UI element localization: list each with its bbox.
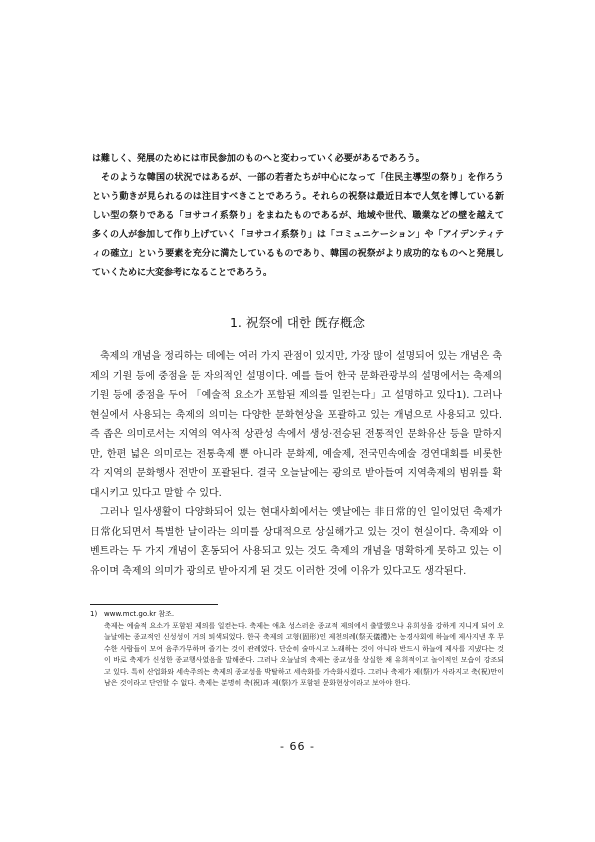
body-paragraph-2: 그러나 일사생활이 다양화되어 있는 현대사회에서는 옛날에는 非日常的인 일이었던 축제가 日常化되면서 특별한 날이라는 의미를 상대적으로 상실해가고 있는 것이 현실이다. 축제와 이벤트라는 두 가지 개념이 혼동되어 사용되고 있는 것도 축제의 개념을 명확하게 못하고 있는 이유이며 축제의 의미가 광의로 받아지게 된 것도 이러한 것에 이유가 있다고도 생각된다.	[90, 507, 502, 577]
footnote-divider	[90, 604, 218, 605]
footnote-reference: www.mct.go.kr 참조.	[104, 610, 175, 618]
japanese-paragraph-1: は難しく、発展のためには市民参加のものへと変わっていく必要があるであろう。	[92, 154, 425, 164]
footnote	[90, 609, 504, 690]
page-number: - 66 -	[280, 740, 315, 753]
japanese-paragraph-2: そのような韓国の状況ではあるが、一部の若者たちが中心になって「住民主導型の祭り」を作ろうという動きが見られるのは注目すべきことであろう。それらの祝祭は最近日本で人気を博している新しい型の祭りである「ヨサコイ系祭り」をまねたものであるが、地域や世代、職業などの壁を越えて多くの人が参加して作り上げていく「ヨサコイ系祭り」は「コミュニケーション」や「アイデンティティの確立」という要素を充分に満たしているものであり、韓国の祝祭がより成功的なものへと発展していくために大変参考になることであろう。	[92, 173, 504, 278]
body-text	[90, 347, 502, 581]
section-heading: 1. 祝祭에 대한 旣存槪念	[229, 315, 366, 330]
japanese-text-block	[92, 150, 504, 283]
footnote-text: 축제는 예술적 요소가 포함된 제의를 일컫는다. 축제는 애초 성스러운 종교적 제의에서 출발했으나 유희성을 강하게 지니게 되어 오늘날에는 종교적인 신성성이 거의 퇴색되었다. 한국 축제의 고형(固形)인 제천의례(祭天儀禮)는 농경사회에 하늘에 제사지낸 후 무수한 사람들이 모여 음주가무하며 즐기는 것이 관례였다. 단순히 술마시고 노래하는 것이 아니라 반드시 하늘에 제사를 지냈다는 것이 바로 축제가 신성한 종교행사였음을 말해준다. 그러나 오늘날의 축제는 종교성을 상실한 채 유희적이고 놀이적인 모습이 강조되고 있다. 특히 산업화와 세속주의는 축제의 종교성을 박탈하고 세속화를 가속화시켰다. 그러나 축제가 제(祭)가 사라지고 축(祝)만이 남은 것이라고 단언할 수 없다. 축제는 분명히 축(祝)과 제(祭)가 포함된 문화현상이라고 보아야 한다.	[104, 621, 504, 687]
footnote-number: 1)	[90, 610, 98, 618]
body-paragraph-1: 축제의 개념을 정리하는 데에는 여러 가지 관점이 있지만, 가장 많이 설명되어 있는 개념은 축제의 기원 등에 중점을 둔 자의적인 설명이다. 예를 들어 한국 문화관광부의 설명에서는 축제의 기원 등에 중점을 두어 「예술적 요소가 포함된 제의를 일컫는다」고 설명하고 있다1). 그러나 현실에서 사용되는 축제의 의미는 다양한 문화현상을 포괄하고 있는 개념으로 사용되고 있다. 즉 좁은 의미로서는 지역의 역사적 상관성 속에서 생성·전승된 전통적인 문화유산 등을 말하지만, 한편 넓은 의미로는 전통축제 뿐 아니라 문화제, 예술제, 전국민속예술 경연대회를 비롯한 각 지역의 문화행사 전반이 포괄된다. 결국 오늘날에는 광의로 받아들여 지역축제의 범위를 확대시키고 있다고 말할 수 있다.	[90, 351, 502, 499]
